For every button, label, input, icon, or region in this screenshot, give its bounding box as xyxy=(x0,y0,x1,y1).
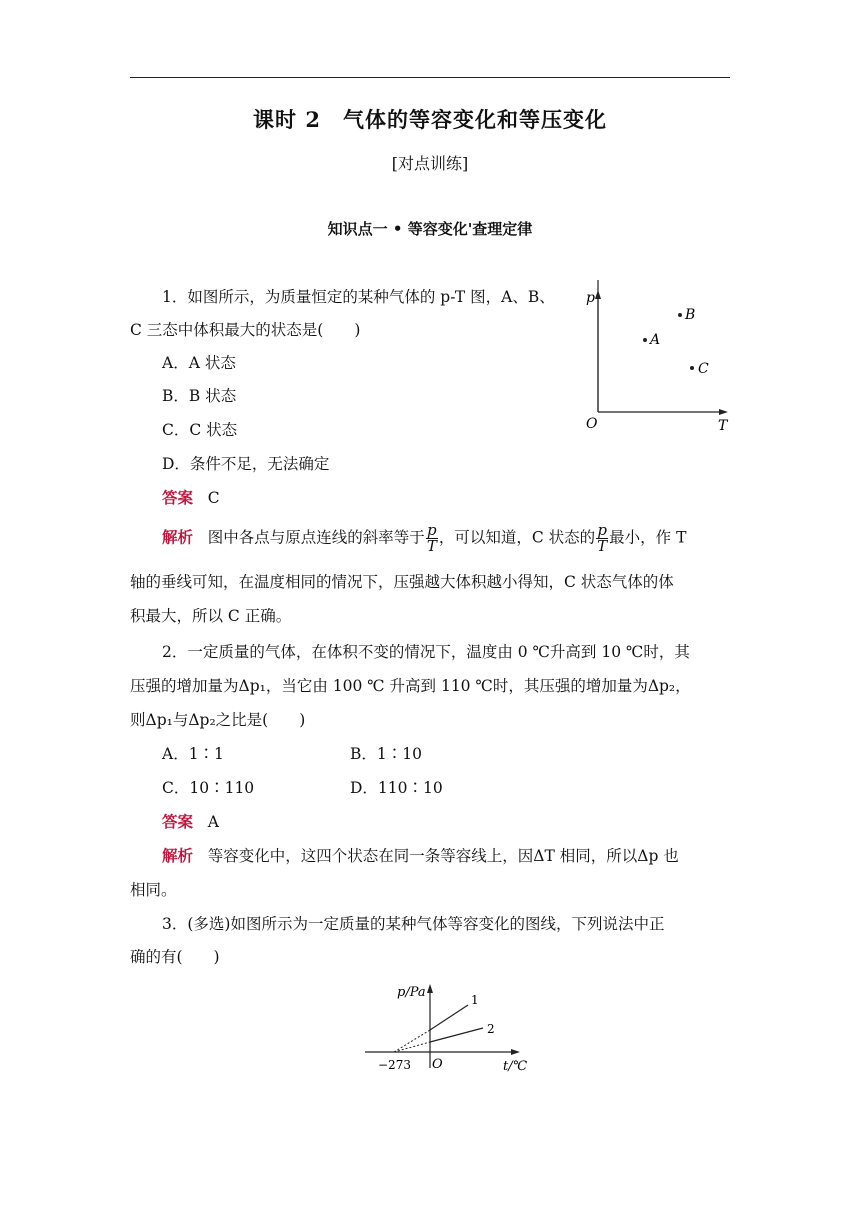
q1-option-b: B．B 状态 xyxy=(162,387,237,405)
t-axis-arrow xyxy=(719,409,728,415)
q3-stem-line1: 3．(多选)如图所示为一定质量的某种气体等容变化的图线，下列说法中正 xyxy=(162,915,665,933)
p-axis-label: p xyxy=(586,290,595,306)
q1-analysis-text-a: 图中各点与原点连线的斜率等于 xyxy=(207,528,425,547)
q2-stem-line2: 压强的增加量为Δp₁，当它由 100 ℃ 升高到 110 ℃时，其压强的增加量为Δp₂， xyxy=(130,677,691,695)
t-axis-label: t/℃ xyxy=(503,1059,528,1074)
p-axis-arrow xyxy=(427,984,433,993)
q1-analysis-text-b: ，可以知道，C 状态的 xyxy=(438,528,596,547)
intercept-label: −273 xyxy=(378,1058,411,1072)
line-2-extrapolation xyxy=(394,1042,430,1052)
q1-analysis-line3: 积最大，所以 C 正确。 xyxy=(130,607,292,625)
q3-pt-diagram xyxy=(360,978,535,1080)
q1-option-c: C．C 状态 xyxy=(162,421,238,439)
point-b xyxy=(678,313,682,317)
line-2-label: 2 xyxy=(487,1022,495,1036)
q3-stem-line2: 确的有( ) xyxy=(130,948,220,966)
line-1-extrapolation xyxy=(394,1030,430,1052)
fraction-p-over-t: $\frac{p}{T}$ xyxy=(597,521,608,555)
analysis-label: 解析 xyxy=(162,528,194,547)
point-a-label: A xyxy=(650,332,661,348)
q2-analysis-line2: 相同。 xyxy=(130,881,177,899)
q2-analysis-line1 xyxy=(162,844,679,866)
q1-analysis-line2: 轴的垂线可知，在温度相同的情况下，压强越大体积越小得知，C 状态气体的体 xyxy=(130,573,674,591)
page-subtitle: [对点训练] xyxy=(391,154,469,173)
line-1-label: 1 xyxy=(471,993,479,1007)
point-a xyxy=(643,338,647,342)
q2-answer xyxy=(162,810,219,832)
isochore-line-2 xyxy=(430,1028,483,1042)
q2-option-d: D．110∶10 xyxy=(350,779,443,797)
q2-stem-line3: 则Δp₁与Δp₂之比是( ) xyxy=(130,711,306,729)
answer-value: A xyxy=(207,813,219,831)
p-axis-label: p/Pa xyxy=(397,985,426,1000)
point-b-label: B xyxy=(685,307,696,323)
t-axis-label: T xyxy=(718,418,728,434)
q1-option-d: D．条件不足，无法确定 xyxy=(162,455,330,473)
analysis-label: 解析 xyxy=(162,847,194,865)
section-heading: 知识点一 • 等容变化'查理定律 xyxy=(327,220,533,238)
answer-label: 答案 xyxy=(162,813,194,831)
q2-option-a: A．1∶1 xyxy=(162,745,224,763)
q1-analysis-text-c: 最小，作 T xyxy=(609,528,687,547)
t-axis-arrow xyxy=(511,1049,520,1055)
answer-value: C xyxy=(207,489,220,507)
fraction-p-over-t: $\frac{p}{T}$ xyxy=(426,521,437,555)
q2-stem-line1: 2．一定质量的气体，在体积不变的情况下，温度由 0 ℃升高到 10 ℃时，其 xyxy=(162,643,690,661)
point-c xyxy=(690,366,694,370)
q2-analysis-text: 等容变化中，这四个状态在同一条等容线上，因ΔT 相同，所以Δp 也 xyxy=(207,847,679,865)
q1-option-a: A．A 状态 xyxy=(162,354,236,372)
answer-label: 答案 xyxy=(162,489,194,507)
p-axis-arrow xyxy=(595,290,601,299)
q2-option-b: B．1∶10 xyxy=(350,745,422,763)
q1-stem-line1: 1．如图所示，为质量恒定的某种气体的 p-T 图，A、B、 xyxy=(162,288,555,306)
q1-answer xyxy=(162,486,220,508)
q1-analysis-line1 xyxy=(162,523,686,554)
origin-label: O xyxy=(586,416,598,432)
q1-stem-line2: C 三态中体积最大的状态是( ) xyxy=(130,321,361,339)
point-c-label: C xyxy=(698,361,709,377)
q2-option-c: C．10∶110 xyxy=(162,779,255,797)
origin-label: O xyxy=(432,1057,443,1072)
isochore-line-1 xyxy=(430,1005,468,1030)
page-title: 课时 2 气体的等容变化和等压变化 xyxy=(253,107,607,132)
top-rule xyxy=(130,77,730,78)
q1-pt-diagram xyxy=(580,280,740,440)
